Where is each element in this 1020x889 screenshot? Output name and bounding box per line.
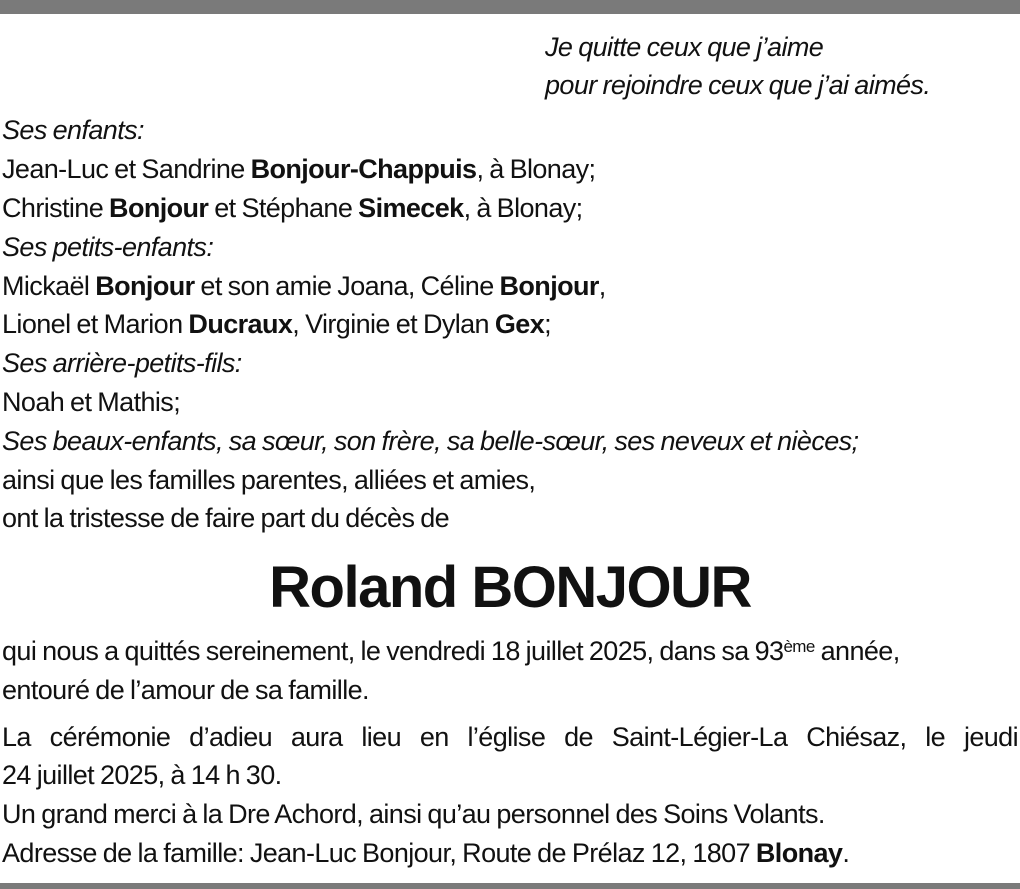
surname: Gex <box>494 309 545 339</box>
beaux-enfants-line: Ses beaux-enfants, sa sœur, son frère, sa belle-sœur, ses neveux et nièces; <box>2 426 859 456</box>
top-rule <box>0 0 1020 14</box>
ceremony-word: jeudi <box>963 722 1018 752</box>
ceremony-word: Saint-Légier-La <box>611 722 788 752</box>
surname: Simecek <box>358 193 464 223</box>
epigraph-line: pour rejoindre ceux que j’ai aimés. <box>545 70 931 100</box>
enfants-heading: Ses enfants: <box>2 115 144 145</box>
petit-enfant-line: Mickaël Bonjour et son amie Joana, Céline Bonjour, <box>2 271 606 301</box>
surname: Bonjour-Chappuis <box>250 154 477 184</box>
enfant-line: Christine Bonjour et Stéphane Simecek, à Blonay; <box>2 193 583 223</box>
petit-enfant-line: Lionel et Marion Ducraux, Virginie et Dylan Gex; <box>2 309 552 339</box>
adresse-line: Adresse de la famille: Jean-Luc Bonjour, Route de Prélaz 12, 1807 Blonay. <box>2 838 850 868</box>
epigraph <box>545 28 930 104</box>
arriere-line: Noah et Mathis; <box>2 387 181 417</box>
epigraph-line: Je quitte ceux que j’aime <box>545 32 824 62</box>
ceremony-word: Chiésaz, <box>806 722 907 752</box>
death-line: qui nous a quittés sereinement, le vendredi 18 juillet 2025, dans sa 93ème année, <box>2 636 900 666</box>
deceased-name: Roland BONJOUR <box>269 555 751 620</box>
ainsi-line: ainsi que les familles parentes, alliées et amies, <box>2 465 536 495</box>
ceremony-word: lieu <box>361 722 401 752</box>
surname: Bonjour <box>109 193 209 223</box>
ceremony-word: d’adieu <box>189 722 273 752</box>
ceremony-word: en <box>419 722 449 752</box>
surname: Blonay <box>755 838 843 868</box>
bottom-rule <box>0 883 1020 889</box>
ceremony-word: aura <box>290 722 343 752</box>
merci-line: Un grand merci à la Dre Achord, ainsi qu’au personnel des Soins Volants. <box>2 799 825 829</box>
entoure-line: entouré de l’amour de sa famille. <box>2 675 369 705</box>
ceremony-line <box>2 719 1018 755</box>
surname: Bonjour <box>499 271 599 301</box>
arriere-heading: Ses arrière-petits-fils: <box>2 348 242 378</box>
tristesse-line: ont la tristesse de faire part du décès de <box>2 503 450 533</box>
ceremony-word: le <box>925 722 946 752</box>
ceremony-word: l’église <box>467 722 546 752</box>
superscript: ème <box>783 637 815 656</box>
surname: Ducraux <box>188 309 293 339</box>
surname: Bonjour <box>95 271 195 301</box>
enfant-line: Jean-Luc et Sandrine Bonjour-Chappuis, à Blonay; <box>2 154 596 184</box>
ceremony-word: cérémonie <box>49 722 171 752</box>
ceremony-word: de <box>564 722 593 752</box>
ceremony-date-line: 24 juillet 2025, à 14 h 30. <box>2 760 282 790</box>
ceremony-word: La <box>2 722 31 752</box>
petits-enfants-heading: Ses petits-enfants: <box>2 232 214 262</box>
